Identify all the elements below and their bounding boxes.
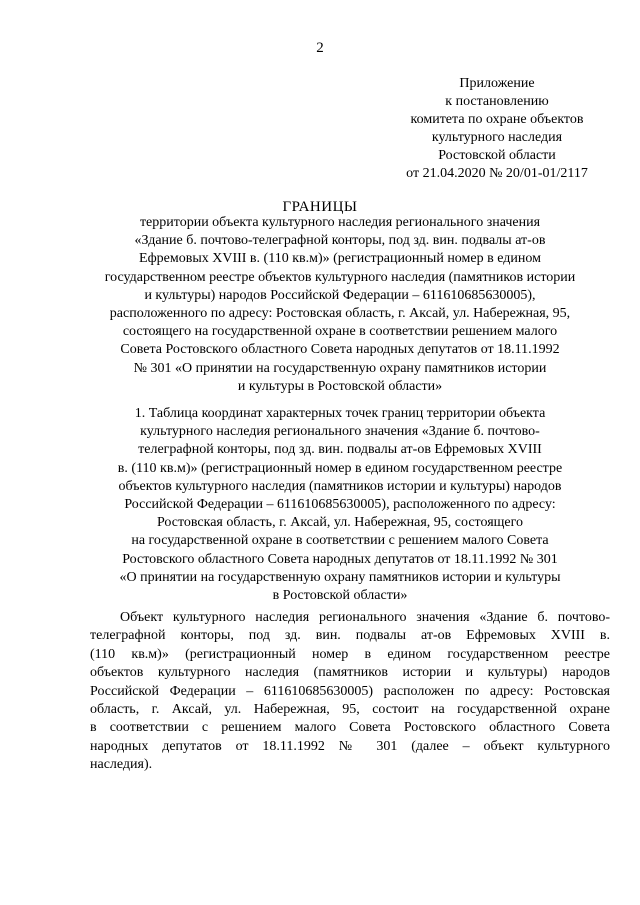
section-heading-line: «О принятии на государственную охрану памятников истории и культуры xyxy=(119,569,561,585)
appendix-line: от 21.04.2020 № 20/01-01/2117 xyxy=(406,166,588,181)
paragraph-line: наследия). xyxy=(90,757,153,773)
subtitle-line: и культуры) народов Российской Федерации – 611610685630005), xyxy=(144,287,536,303)
subtitle-line: расположенного по адресу: Ростовская область, г. Аксай, ул. Набережная, 95, xyxy=(109,306,571,322)
subtitle-line: «Здание б. почтово-телеграфной конторы, под зд. вин. подвалы ат-ов xyxy=(134,233,546,249)
subtitle-line: Ефремовых XVIII в. (110 кв.м)» (регистрационный номер в едином xyxy=(139,251,541,267)
subtitle-line: государственном реестре объектов культурного наследия (памятников истории xyxy=(104,269,576,285)
paragraph-line: объектов культурного наследия (памятников истории и культуры) народов xyxy=(90,665,610,681)
appendix-line: культурного наследия xyxy=(431,130,563,145)
section-heading-line: Ростовского областного Совета народных депутатов от 18.11.1992 № 301 xyxy=(122,551,558,567)
appendix-line: к постановлению xyxy=(445,94,549,109)
subtitle-line: Совета Ростовского областного Совета народных депутатов от 18.11.1992 xyxy=(120,342,560,358)
section-heading-line: в. (110 кв.м)» (регистрационный номер в едином государственном реестре xyxy=(117,460,563,476)
appendix-header xyxy=(380,75,614,183)
section-heading-line: в Ростовской области» xyxy=(272,588,408,604)
section-heading-line: 1. Таблица координат характерных точек границ территории объекта xyxy=(134,406,546,421)
subtitle-line: территории объекта культурного наследия регионального значения xyxy=(139,215,541,230)
section-heading-line: культурного наследия регионального значения «Здание б. почтово- xyxy=(140,424,540,440)
body-paragraph xyxy=(90,609,610,775)
section-heading-line: Ростовская область, г. Аксай, ул. Набережная, 95, состоящего xyxy=(156,515,524,531)
appendix-line: комитета по охране объектов xyxy=(410,112,584,127)
paragraph-line: телеграфной конторы, под зд. вин. подвалы ат-ов Ефремовых XVIII в. xyxy=(90,628,610,644)
paragraph-line: область, г. Аксай, ул. Набережная, 95, состоит на государственной охране xyxy=(90,702,610,718)
document-title: ГРАНИЦЫ xyxy=(282,199,358,215)
section-heading xyxy=(70,405,610,605)
paragraph-line: Российской Федерации – 611610685630005) расположен по адресу: Ростовская xyxy=(90,683,610,699)
appendix-line: Ростовской области xyxy=(438,148,556,163)
paragraph-line: в соответствии с решением малого Совета Ростовского областного Совета xyxy=(90,720,610,736)
page-number: 2 xyxy=(316,40,324,56)
section-heading-line: Российской Федерации – 611610685630005), расположенного по адресу: xyxy=(124,497,556,513)
paragraph-line: (110 кв.м)» (регистрационный номер в едином государственном реестре xyxy=(90,646,610,662)
paragraph-line: народных депутатов от 18.11.1992 № 301 (далее – объект культурного xyxy=(90,738,610,754)
paragraph-line: Объект культурного наследия регионального значения «Здание б. почтово- xyxy=(120,610,610,625)
section-heading-line: объектов культурного наследия (памятников истории и культуры) народов xyxy=(118,478,562,494)
subtitle-line: состоящего на государственной охране в соответствии решением малого xyxy=(122,324,558,340)
document-subtitle xyxy=(70,214,610,396)
appendix-line: Приложение xyxy=(459,76,535,91)
section-heading-line: на государственной охране в соответствии с решением малого Совета xyxy=(131,533,549,549)
section-heading-line: телеграфной конторы, под зд. вин. подвалы ат-ов Ефремовых XVIII xyxy=(138,442,542,458)
subtitle-line: № 301 «О принятии на государственную охрану памятников истории xyxy=(133,360,547,376)
subtitle-line: и культуры в Ростовской области» xyxy=(237,378,443,394)
